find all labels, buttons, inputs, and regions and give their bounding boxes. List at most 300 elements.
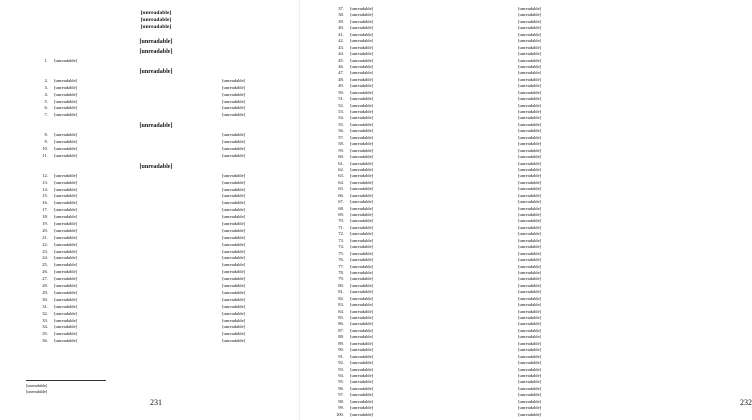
member-row — [26, 290, 286, 297]
member-name: [unreadable] — [54, 214, 78, 220]
member-name: [unreadable] — [350, 244, 374, 250]
member-row — [26, 173, 286, 180]
member-number: 100. — [335, 411, 344, 417]
member-party: [unreadable] — [518, 347, 542, 353]
member-list-right — [314, 6, 582, 418]
member-party: [unreadable] — [222, 105, 246, 111]
member-name: [unreadable] — [54, 289, 78, 295]
member-name: [unreadable] — [350, 405, 374, 411]
member-name: [unreadable] — [350, 295, 374, 301]
member-party: [unreadable] — [222, 91, 246, 97]
member-party: [unreadable] — [518, 237, 542, 243]
member-row — [26, 112, 286, 119]
member-number: 48. — [338, 76, 344, 82]
member-name: [unreadable] — [54, 200, 78, 206]
member-party: [unreadable] — [518, 372, 542, 378]
member-name: [unreadable] — [54, 84, 78, 90]
member-party: [unreadable] — [222, 296, 246, 302]
member-name: [unreadable] — [54, 310, 78, 316]
member-name: [unreadable] — [350, 366, 374, 372]
member-number: 28. — [42, 283, 48, 289]
member-party: [unreadable] — [518, 83, 542, 89]
member-party: [unreadable] — [518, 366, 542, 372]
member-party: [unreadable] — [518, 405, 542, 411]
member-number: 52. — [338, 102, 344, 108]
member-name: [unreadable] — [350, 372, 374, 378]
left-page — [0, 0, 300, 420]
member-name: [unreadable] — [54, 221, 78, 227]
member-party: [unreadable] — [222, 317, 246, 323]
member-party: [unreadable] — [222, 146, 246, 152]
member-party: [unreadable] — [518, 308, 542, 314]
member-row — [26, 139, 286, 146]
member-number: 16. — [42, 200, 48, 206]
member-number: 5. — [44, 98, 48, 104]
title-line: [unreadable] — [140, 24, 172, 30]
member-number: 50. — [338, 89, 344, 95]
member-name: [unreadable] — [350, 166, 374, 172]
member-row — [26, 187, 286, 194]
member-name: [unreadable] — [350, 327, 374, 333]
member-number: 58. — [338, 141, 344, 147]
member-number: 77. — [338, 263, 344, 269]
member-list-left — [26, 39, 286, 345]
member-party: [unreadable] — [518, 315, 542, 320]
member-number: 72. — [338, 231, 344, 237]
member-row — [26, 276, 286, 283]
member-name: [unreadable] — [54, 255, 78, 261]
member-number: 65. — [338, 186, 344, 192]
member-party: [unreadable] — [518, 51, 542, 57]
member-name: [unreadable] — [54, 58, 78, 63]
member-name: [unreadable] — [350, 121, 374, 127]
member-row — [26, 200, 286, 207]
member-number: 2. — [44, 77, 48, 83]
member-number: 10. — [42, 146, 48, 152]
member-name: [unreadable] — [54, 317, 78, 323]
member-name: [unreadable] — [350, 96, 374, 102]
member-name: [unreadable] — [54, 172, 78, 178]
member-party: [unreadable] — [518, 12, 542, 18]
member-number: 74. — [338, 244, 344, 250]
member-number: 81. — [338, 289, 344, 295]
member-row — [26, 85, 286, 92]
member-number: 13. — [42, 179, 48, 185]
member-party: [unreadable] — [518, 276, 542, 282]
member-party: [unreadable] — [518, 224, 542, 230]
member-name: [unreadable] — [350, 360, 374, 366]
member-party: [unreadable] — [222, 331, 246, 337]
member-party: [unreadable] — [518, 134, 542, 140]
member-number: 87. — [338, 327, 344, 333]
member-name: [unreadable] — [54, 91, 78, 97]
member-name: [unreadable] — [350, 179, 374, 185]
member-number: 79. — [338, 276, 344, 282]
member-number: 36. — [42, 338, 48, 344]
member-party: [unreadable] — [222, 77, 246, 83]
section-heading: [unreadable] — [139, 68, 173, 75]
member-party: [unreadable] — [518, 231, 542, 237]
member-name: [unreadable] — [350, 263, 374, 269]
member-party: [unreadable] — [222, 262, 246, 268]
member-party: [unreadable] — [518, 327, 542, 333]
member-party: [unreadable] — [518, 379, 542, 385]
member-number: 67. — [338, 199, 344, 205]
member-number: 84. — [338, 308, 344, 314]
member-name: [unreadable] — [350, 25, 374, 31]
member-name: [unreadable] — [350, 128, 374, 134]
member-party: [unreadable] — [518, 96, 542, 102]
member-name: [unreadable] — [350, 237, 374, 243]
document-title — [26, 10, 286, 31]
member-name: [unreadable] — [350, 269, 374, 275]
member-row — [26, 153, 286, 160]
member-party: [unreadable] — [518, 257, 542, 263]
member-number: 98. — [338, 398, 344, 404]
member-number: 51. — [338, 96, 344, 102]
member-name: [unreadable] — [350, 147, 374, 153]
member-party: [unreadable] — [518, 154, 542, 160]
member-row — [26, 99, 286, 106]
member-party: [unreadable] — [518, 147, 542, 153]
member-party: [unreadable] — [518, 128, 542, 134]
member-number: 70. — [338, 218, 344, 224]
member-name: [unreadable] — [54, 283, 78, 289]
member-name: [unreadable] — [350, 12, 374, 18]
member-row — [26, 92, 286, 99]
right-page — [300, 0, 752, 420]
member-party: [unreadable] — [518, 109, 542, 114]
member-row — [26, 304, 286, 311]
member-number: 20. — [42, 227, 48, 233]
member-party: [unreadable] — [222, 303, 246, 309]
member-number: 97. — [338, 392, 344, 398]
member-party: [unreadable] — [518, 411, 542, 417]
member-party: [unreadable] — [518, 360, 542, 366]
member-party: [unreadable] — [518, 31, 542, 37]
member-party: [unreadable] — [222, 227, 246, 233]
member-name: [unreadable] — [350, 289, 374, 295]
member-number: 85. — [338, 315, 344, 320]
member-row — [26, 193, 286, 200]
member-number: 41. — [338, 31, 344, 37]
member-name: [unreadable] — [350, 83, 374, 89]
member-number: 8. — [44, 132, 48, 138]
member-name: [unreadable] — [350, 31, 374, 37]
member-party: [unreadable] — [518, 192, 542, 198]
member-row — [26, 58, 286, 65]
member-party: [unreadable] — [518, 121, 542, 127]
member-row — [26, 324, 286, 331]
member-number: 54. — [338, 115, 344, 121]
member-party: [unreadable] — [222, 207, 246, 213]
member-number: 95. — [338, 379, 344, 385]
member-name: [unreadable] — [350, 205, 374, 211]
member-number: 89. — [338, 340, 344, 346]
member-name: [unreadable] — [350, 315, 374, 320]
member-name: [unreadable] — [350, 334, 374, 340]
member-number: 11. — [42, 152, 48, 158]
member-number: 15. — [42, 193, 48, 199]
member-row — [26, 311, 286, 318]
member-number: 49. — [338, 83, 344, 89]
page-number-right: 232 — [740, 398, 752, 407]
member-name: [unreadable] — [54, 112, 78, 118]
member-name: [unreadable] — [54, 98, 78, 104]
member-name: [unreadable] — [350, 63, 374, 69]
member-name: [unreadable] — [350, 398, 374, 404]
member-party: [unreadable] — [518, 179, 542, 185]
member-number: 43. — [338, 44, 344, 50]
member-name: [unreadable] — [350, 385, 374, 391]
section-heading: [unreadable] — [139, 163, 173, 170]
member-number: 42. — [338, 38, 344, 44]
member-party: [unreadable] — [222, 324, 246, 330]
member-name: [unreadable] — [350, 141, 374, 147]
member-number: 22. — [42, 241, 48, 247]
member-party: [unreadable] — [518, 212, 542, 217]
member-party: [unreadable] — [222, 132, 246, 138]
member-party: [unreadable] — [222, 112, 246, 118]
member-number: 96. — [338, 385, 344, 391]
member-party: [unreadable] — [518, 218, 542, 224]
member-name: [unreadable] — [54, 105, 78, 111]
member-name: [unreadable] — [350, 250, 374, 256]
member-number: 88. — [338, 334, 344, 340]
member-name: [unreadable] — [350, 321, 374, 327]
member-number: 69. — [338, 212, 344, 217]
footnotes — [26, 380, 286, 394]
member-party: [unreadable] — [518, 250, 542, 256]
member-party: [unreadable] — [518, 334, 542, 340]
member-name: [unreadable] — [350, 392, 374, 398]
member-party: [unreadable] — [518, 57, 542, 63]
member-party: [unreadable] — [518, 295, 542, 301]
member-name: [unreadable] — [350, 231, 374, 237]
member-number: 17. — [42, 207, 48, 213]
member-party: [unreadable] — [222, 172, 246, 178]
member-row — [26, 249, 286, 256]
member-name: [unreadable] — [350, 109, 374, 114]
member-row — [26, 180, 286, 187]
member-party: [unreadable] — [222, 234, 246, 240]
member-party: [unreadable] — [222, 84, 246, 90]
member-name: [unreadable] — [54, 132, 78, 138]
member-number: 59. — [338, 147, 344, 153]
member-name: [unreadable] — [350, 192, 374, 198]
member-number: 24. — [42, 255, 48, 261]
member-number: 94. — [338, 372, 344, 378]
member-party: [unreadable] — [518, 166, 542, 172]
member-row — [26, 242, 286, 249]
member-party: [unreadable] — [518, 244, 542, 250]
member-party: [unreadable] — [518, 392, 542, 398]
member-number: 34. — [42, 324, 48, 330]
member-party: [unreadable] — [518, 289, 542, 295]
member-number: 1. — [44, 58, 48, 63]
member-party: [unreadable] — [222, 338, 246, 344]
member-row — [26, 221, 286, 228]
member-name: [unreadable] — [350, 70, 374, 76]
member-number: 64. — [338, 179, 344, 185]
member-row — [26, 262, 286, 269]
member-number: 31. — [42, 303, 48, 309]
member-number: 14. — [42, 186, 48, 192]
member-number: 25. — [42, 262, 48, 268]
member-name: [unreadable] — [54, 186, 78, 192]
member-number: 61. — [338, 160, 344, 166]
member-name: [unreadable] — [54, 296, 78, 302]
section-heading: [unreadable] — [139, 39, 173, 45]
member-party: [unreadable] — [518, 63, 542, 69]
member-name: [unreadable] — [350, 257, 374, 263]
member-name: [unreadable] — [54, 139, 78, 145]
member-name: [unreadable] — [54, 207, 78, 213]
member-party: [unreadable] — [518, 44, 542, 50]
member-name: [unreadable] — [350, 18, 374, 24]
member-name: [unreadable] — [350, 51, 374, 57]
member-party: [unreadable] — [222, 98, 246, 104]
member-number: 66. — [338, 192, 344, 198]
member-number: 33. — [42, 317, 48, 323]
member-party: [unreadable] — [222, 186, 246, 192]
member-name: [unreadable] — [350, 102, 374, 108]
member-number: 99. — [338, 405, 344, 411]
member-name: [unreadable] — [350, 173, 374, 179]
member-number: 78. — [338, 269, 344, 275]
member-name: [unreadable] — [54, 269, 78, 275]
member-row — [26, 318, 286, 325]
member-number: 7. — [44, 112, 48, 118]
member-party: [unreadable] — [222, 221, 246, 227]
member-party: [unreadable] — [222, 179, 246, 185]
member-row — [26, 105, 286, 112]
member-name: [unreadable] — [350, 154, 374, 160]
member-number: 63. — [338, 173, 344, 179]
member-number: 3. — [44, 84, 48, 90]
member-name: [unreadable] — [350, 38, 374, 44]
member-name: [unreadable] — [54, 241, 78, 247]
member-name: [unreadable] — [54, 338, 78, 344]
member-party: [unreadable] — [222, 193, 246, 199]
member-party: [unreadable] — [222, 152, 246, 158]
member-row — [26, 207, 286, 214]
member-number: 57. — [338, 134, 344, 140]
member-number: 27. — [42, 276, 48, 282]
member-party: [unreadable] — [222, 200, 246, 206]
section-heading: [unreadable] — [139, 123, 173, 130]
member-row — [26, 132, 286, 139]
member-name: [unreadable] — [350, 57, 374, 63]
member-name: [unreadable] — [350, 340, 374, 346]
member-name: [unreadable] — [54, 248, 78, 254]
member-number: 55. — [338, 121, 344, 127]
member-party: [unreadable] — [222, 283, 246, 289]
member-party: [unreadable] — [518, 141, 542, 147]
member-number: 32. — [42, 310, 48, 316]
member-number: 80. — [338, 282, 344, 288]
member-party: [unreadable] — [222, 139, 246, 145]
member-party: [unreadable] — [518, 6, 542, 11]
member-party: [unreadable] — [518, 18, 542, 24]
member-number: 29. — [42, 289, 48, 295]
member-name: [unreadable] — [350, 199, 374, 205]
member-number: 73. — [338, 237, 344, 243]
member-party: [unreadable] — [518, 173, 542, 179]
member-name: [unreadable] — [54, 262, 78, 268]
member-number: 56. — [338, 128, 344, 134]
member-number: 39. — [338, 18, 344, 24]
member-name: [unreadable] — [350, 160, 374, 166]
title-line: [unreadable] — [140, 17, 172, 23]
member-name: [unreadable] — [350, 302, 374, 308]
member-party: [unreadable] — [222, 241, 246, 247]
member-row — [26, 338, 286, 345]
member-party: [unreadable] — [518, 38, 542, 44]
member-number: 21. — [42, 234, 48, 240]
member-number: 37. — [338, 6, 344, 11]
member-number: 83. — [338, 302, 344, 308]
member-row — [26, 297, 286, 304]
member-party: [unreadable] — [222, 310, 246, 316]
member-party: [unreadable] — [518, 76, 542, 82]
member-name: [unreadable] — [54, 77, 78, 83]
member-party: [unreadable] — [518, 385, 542, 391]
member-name: [unreadable] — [350, 276, 374, 282]
member-row — [26, 146, 286, 153]
member-number: 18. — [42, 214, 48, 220]
member-party: [unreadable] — [518, 115, 542, 121]
member-party: [unreadable] — [518, 340, 542, 346]
member-row — [26, 78, 286, 85]
member-party: [unreadable] — [222, 255, 246, 261]
member-name: [unreadable] — [350, 76, 374, 82]
member-row — [314, 412, 582, 418]
member-party: [unreadable] — [222, 289, 246, 295]
member-name: [unreadable] — [350, 308, 374, 314]
member-number: 76. — [338, 257, 344, 263]
member-number: 30. — [42, 296, 48, 302]
member-name: [unreadable] — [54, 193, 78, 199]
member-number: 38. — [338, 12, 344, 18]
member-party: [unreadable] — [518, 398, 542, 404]
member-name: [unreadable] — [54, 227, 78, 233]
page-number-left: 231 — [150, 398, 162, 407]
member-name: [unreadable] — [54, 152, 78, 158]
member-number: 35. — [42, 331, 48, 337]
member-party: [unreadable] — [518, 282, 542, 288]
member-name: [unreadable] — [350, 212, 374, 217]
member-name: [unreadable] — [350, 282, 374, 288]
member-party: [unreadable] — [222, 269, 246, 275]
member-name: [unreadable] — [54, 146, 78, 152]
footnote: [unreadable] — [26, 388, 48, 394]
member-name: [unreadable] — [350, 379, 374, 385]
member-number: 45. — [338, 57, 344, 63]
member-name: [unreadable] — [54, 276, 78, 282]
member-name: [unreadable] — [54, 303, 78, 309]
footnote-rule — [26, 380, 106, 381]
member-number: 6. — [44, 105, 48, 111]
member-name: [unreadable] — [350, 353, 374, 359]
member-number: 53. — [338, 109, 344, 114]
member-party: [unreadable] — [518, 25, 542, 31]
member-party: [unreadable] — [518, 353, 542, 359]
member-number: 46. — [338, 63, 344, 69]
member-number: 12. — [42, 172, 48, 178]
member-party: [unreadable] — [518, 70, 542, 76]
member-party: [unreadable] — [222, 248, 246, 254]
